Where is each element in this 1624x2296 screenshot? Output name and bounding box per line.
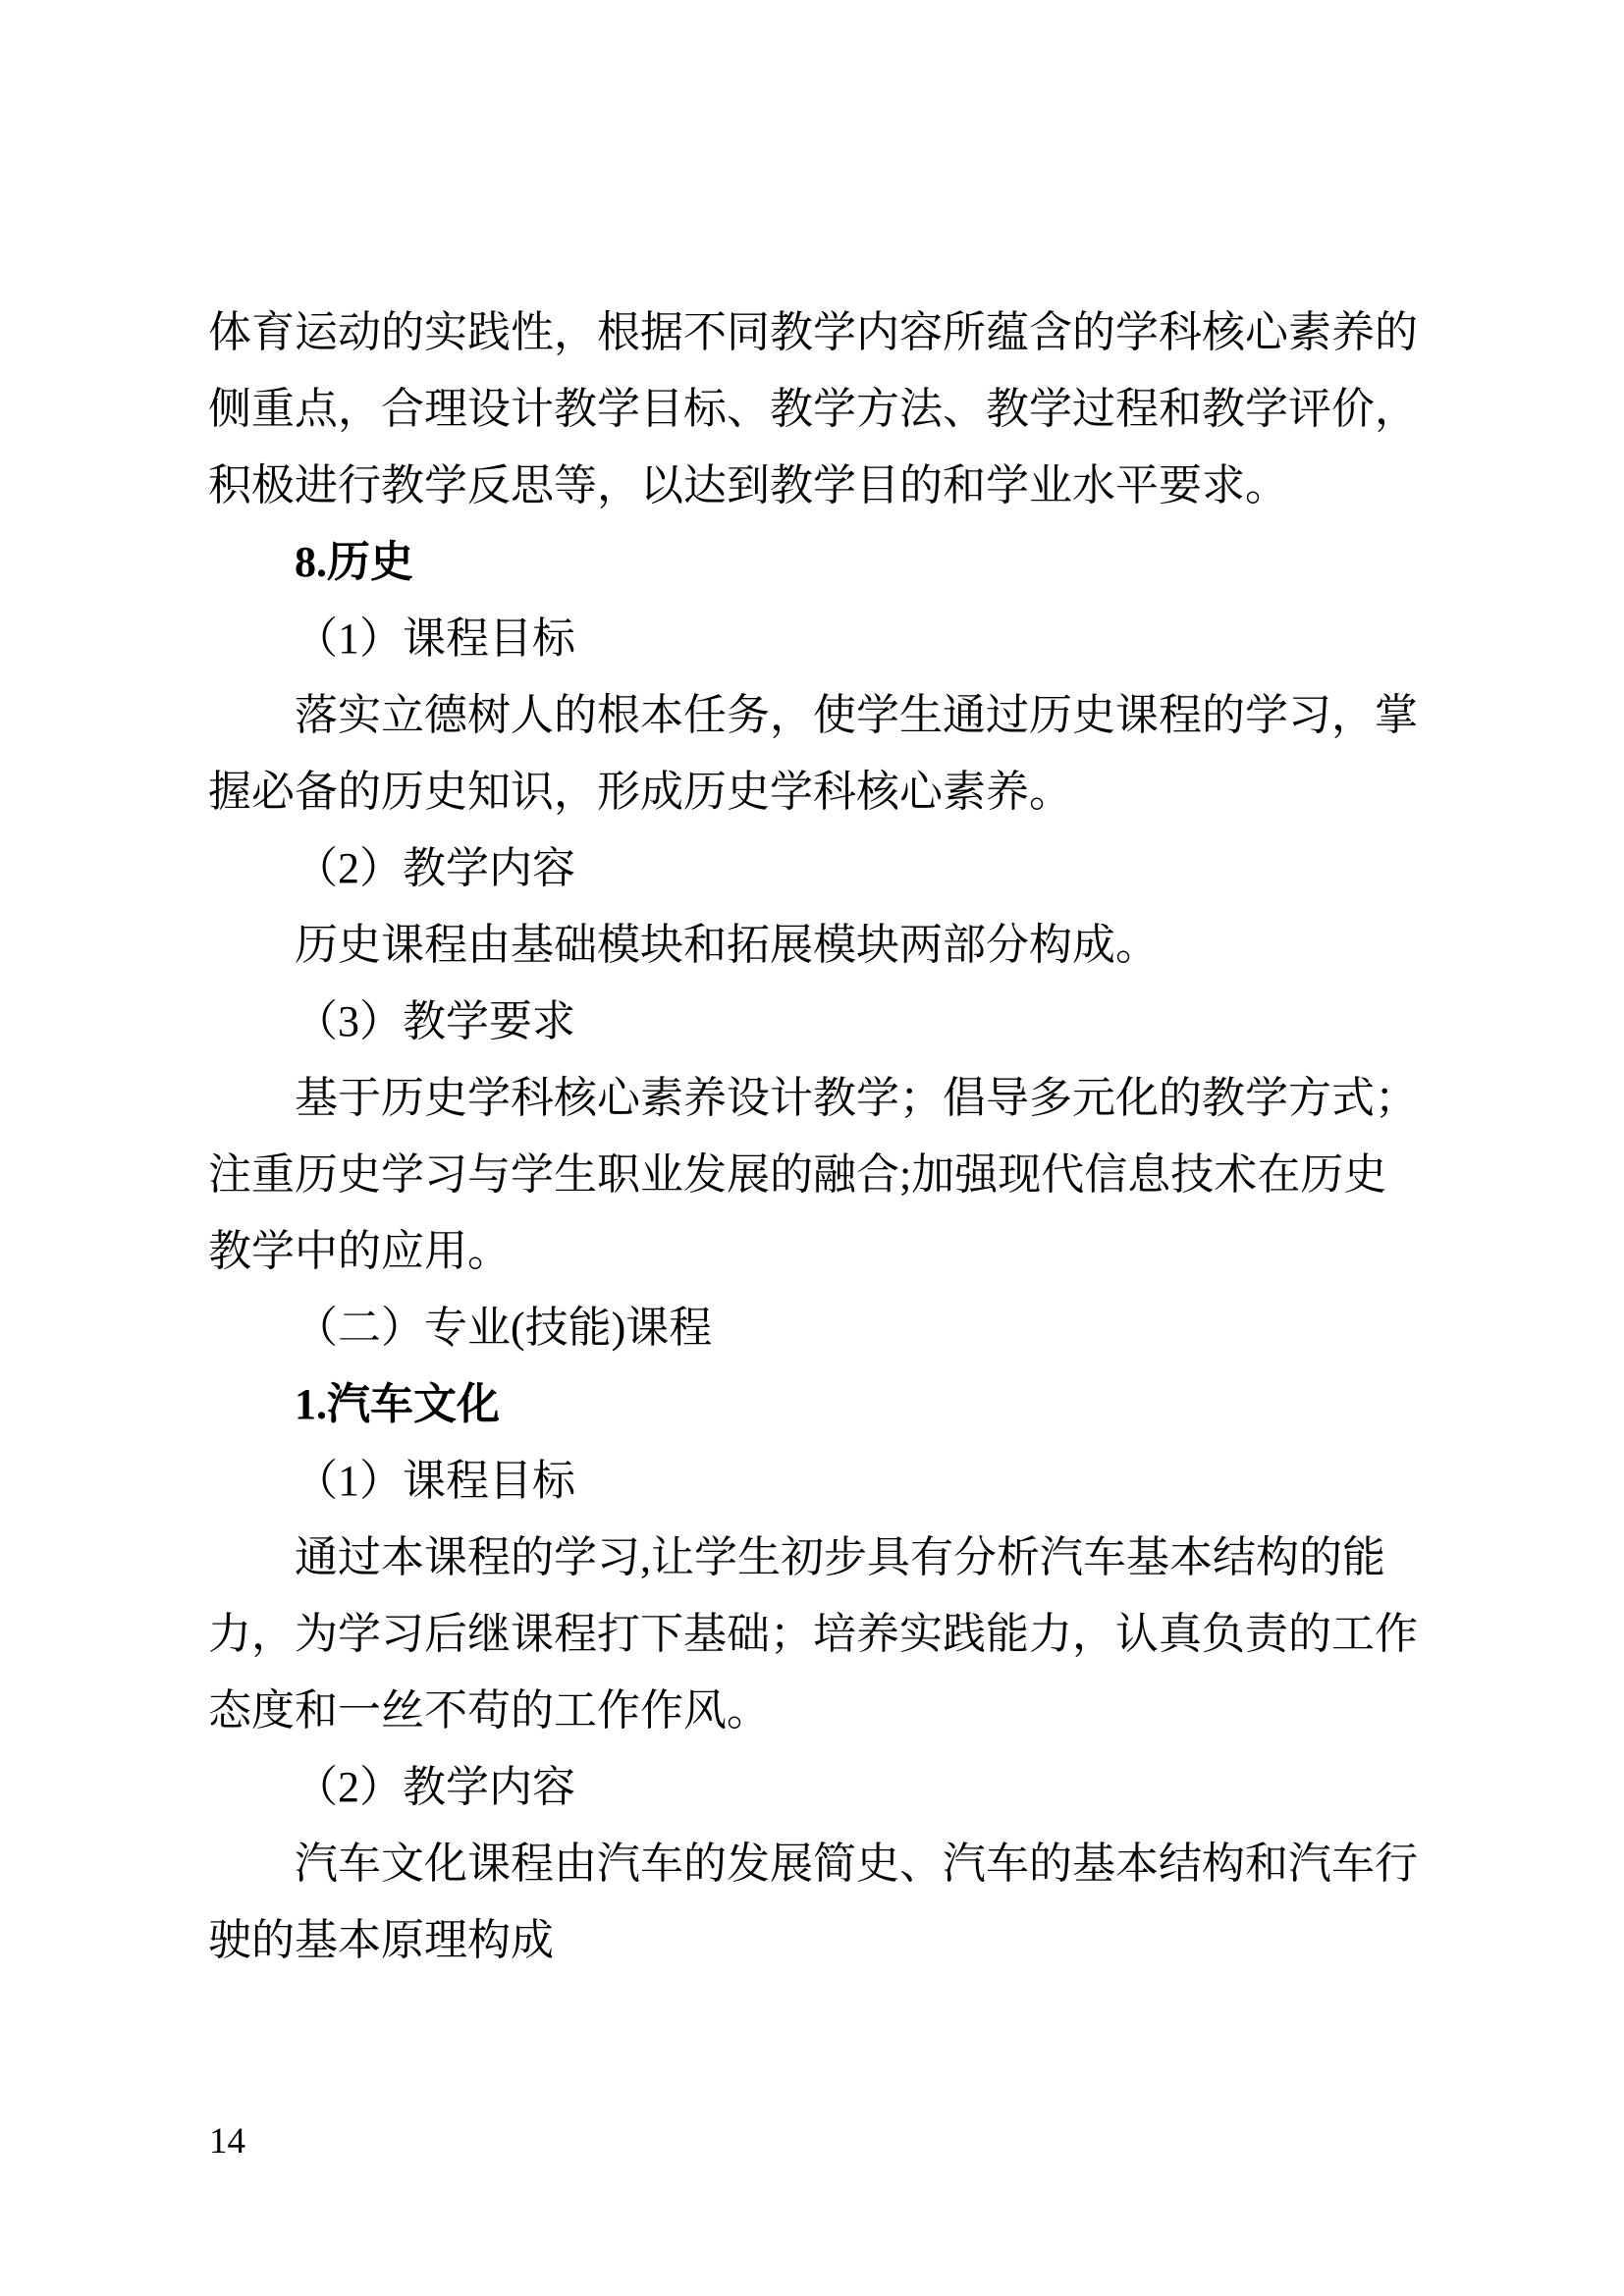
text-lines: [208, 294, 1416, 1979]
heading-line: 1.汽车文化: [295, 1380, 500, 1428]
text-line: 握必备的历史知识，形成历史学科核心素养。: [208, 768, 1072, 816]
text-line: 积极进行教学反思等，以达到教学目的和学业水平要求。: [208, 461, 1288, 509]
text-line: 教学中的应用。: [208, 1227, 511, 1275]
text-line: 侧重点，合理设计教学目标、教学方法、教学过程和教学评价，: [208, 385, 1418, 433]
text-line: （1）课程目标: [295, 614, 575, 663]
text-line: （3）教学要求: [295, 997, 575, 1045]
text-line: 通过本课程的学习,让学生初步具有分析汽车基本结构的能: [295, 1533, 1385, 1581]
text-line: 力，为学习后继课程打下基础；培养实践能力，认真负责的工作: [208, 1610, 1418, 1658]
text-line: （2）教学内容: [295, 844, 575, 892]
text-line: 态度和一丝不苟的工作作风。: [208, 1686, 770, 1735]
text-line: 注重历史学习与学生职业发展的融合;加强现代信息技术在历史: [208, 1150, 1387, 1199]
page-number: 14: [209, 2121, 245, 2162]
text-line: 汽车文化课程由汽车的发展简史、汽车的基本结构和汽车行: [295, 1840, 1418, 1888]
heading-line: 8.历史: [295, 538, 413, 586]
text-line: （二）专业(技能)课程: [295, 1304, 713, 1352]
text-line: 体育运动的实践性，根据不同教学内容所蕴含的学科核心素养的: [208, 308, 1418, 356]
text-line: （2）教学内容: [295, 1763, 575, 1811]
text-line: 驶的基本原理构成: [208, 1916, 554, 1964]
text-line: 历史课程由基础模块和拓展模块两部分构成。: [295, 921, 1159, 969]
text-line: 基于历史学科核心素养设计教学；倡导多元化的教学方式；: [295, 1074, 1418, 1122]
text-line: 落实立德树人的根本任务，使学生通过历史课程的学习，掌: [295, 691, 1418, 739]
text-line: （1）课程目标: [295, 1457, 575, 1505]
